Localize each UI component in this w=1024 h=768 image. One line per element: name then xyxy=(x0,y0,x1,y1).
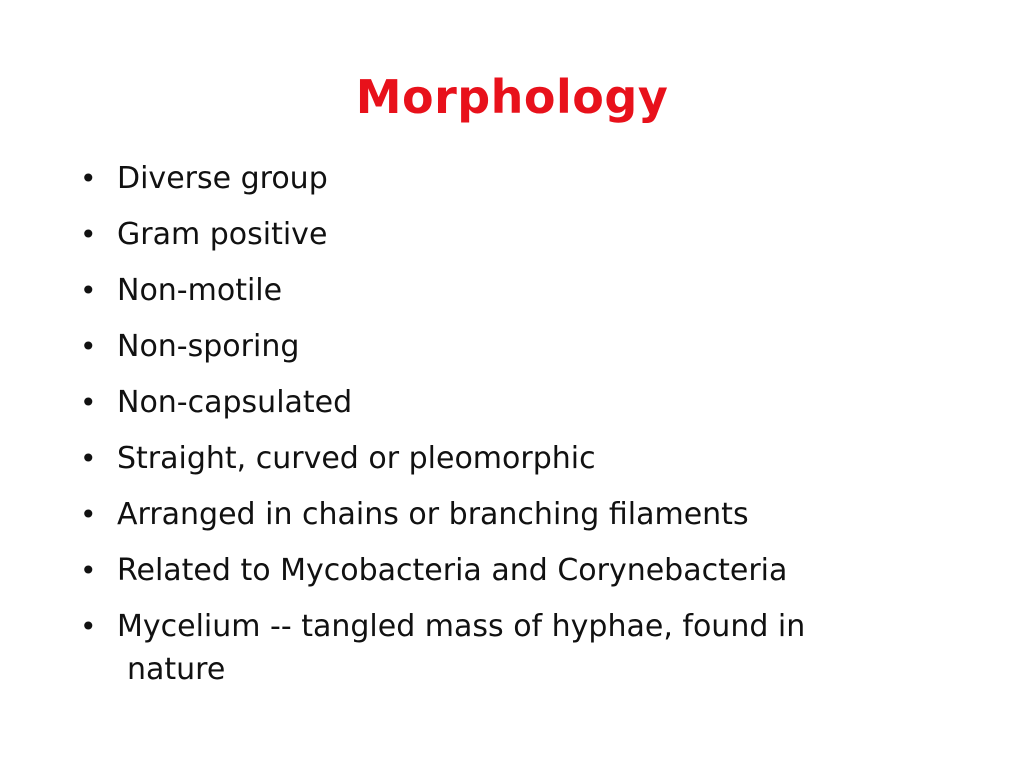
bullet-icon: • xyxy=(80,554,97,587)
bullet-text: Straight, curved or pleomorphic xyxy=(117,441,596,476)
list-item xyxy=(78,548,978,594)
bullet-icon: • xyxy=(80,386,97,419)
list-item xyxy=(78,268,978,314)
bullet-text: Mycelium -- tangled mass of hyphae, found in xyxy=(117,609,806,644)
bullet-icon: • xyxy=(80,218,97,251)
bullet-text: Non-sporing xyxy=(117,329,300,364)
list-item xyxy=(78,380,978,426)
list-item xyxy=(78,156,978,202)
list-item xyxy=(78,212,978,258)
list-item xyxy=(78,324,978,370)
bullet-text: Related to Mycobacteria and Corynebacteria xyxy=(117,553,788,588)
list-item xyxy=(78,604,978,690)
bullet-icon: • xyxy=(80,330,97,363)
bullet-icon: • xyxy=(80,162,97,195)
bullet-text: Diverse group xyxy=(117,161,328,196)
bullet-text: Non-motile xyxy=(117,273,283,308)
bullet-text-continuation: nature xyxy=(127,652,226,687)
bullet-text: Gram positive xyxy=(117,217,328,252)
bullet-icon: • xyxy=(80,498,97,531)
bullet-icon: • xyxy=(80,274,97,307)
bullet-text: Arranged in chains or branching filaments xyxy=(117,497,749,532)
bullet-icon: • xyxy=(80,610,97,643)
bullet-list xyxy=(78,156,978,700)
list-item xyxy=(78,492,978,538)
list-item xyxy=(78,436,978,482)
slide-title: Morphology xyxy=(355,70,669,124)
bullet-text: Non-capsulated xyxy=(117,385,353,420)
bullet-icon: • xyxy=(80,442,97,475)
